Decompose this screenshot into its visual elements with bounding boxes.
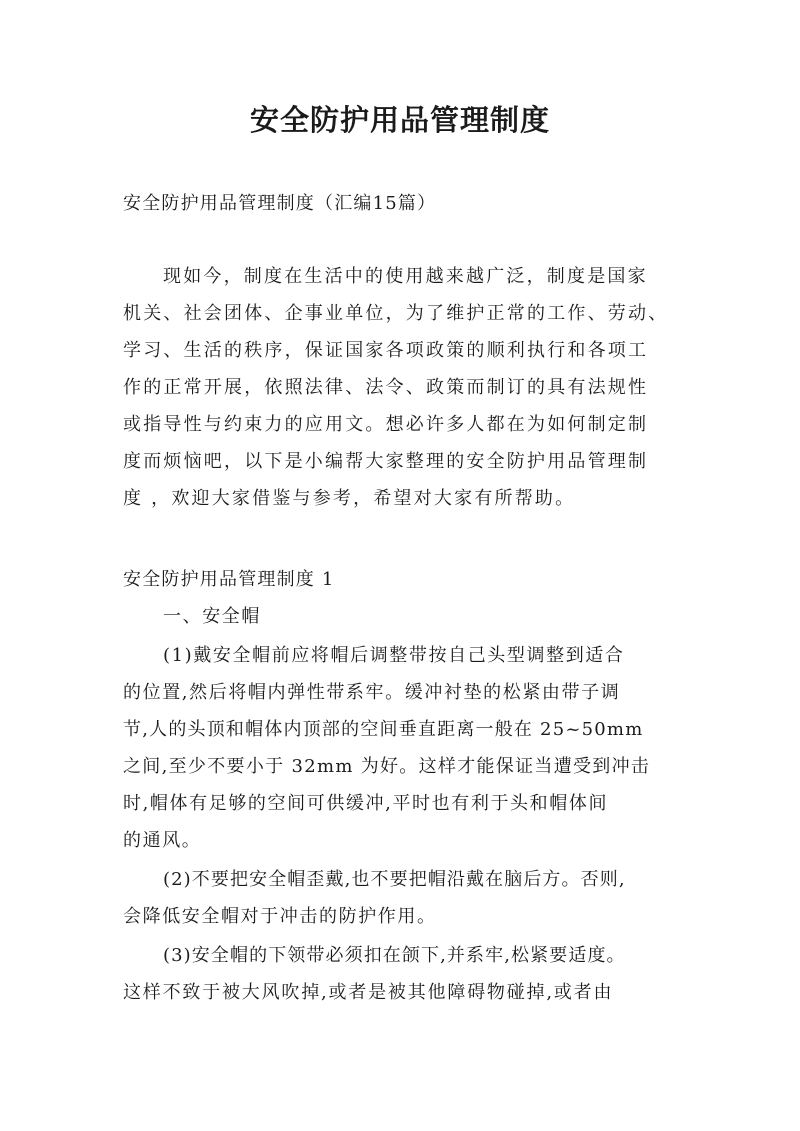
body-line: 之间,至少不要小于 32mm 为好。这样才能保证当遭受到冲击 — [123, 756, 651, 777]
document-subtitle: 安全防护用品管理制度（汇编15篇） — [123, 193, 437, 214]
body-line: (2)不要把安全帽歪戴,也不要把帽沿戴在脑后方。否则, — [163, 869, 626, 890]
intro-line: 度 ，欢迎大家借鉴与参考，希望对大家有所帮助。 — [123, 488, 576, 509]
intro-line: 机关、社会团体、企事业单位，为了维护正常的工作、劳动、 — [123, 303, 669, 324]
body-line: (1)戴安全帽前应将帽后调整带按自己头型调整到适合 — [163, 645, 625, 666]
body-line: 的通风。 — [123, 830, 202, 851]
body-line: 这样不致于被大风吹掉,或者是被其他障碍物碰掉,或者由 — [123, 982, 614, 1003]
intro-line: 作的正常开展，依照法律、法令、政策而制订的具有法规性 — [123, 377, 649, 398]
body-line: 节,人的头顶和帽体内顶部的空间垂直距离一般在 25~50mm — [123, 719, 644, 740]
intro-line: 度而烦恼吧，以下是小编帮大家整理的安全防护用品管理制 — [123, 451, 649, 472]
section-heading: 一、安全帽 — [163, 606, 261, 627]
body-line: 时,帽体有足够的空间可供缓冲,平时也有利于头和帽体间 — [123, 793, 609, 814]
section-title: 安全防护用品管理制度 1 — [123, 569, 335, 590]
intro-line: 或指导性与约束力的应用文。想必许多人都在为如何制定制 — [123, 414, 649, 435]
body-line: (3)安全帽的下领带必须扣在颌下,并系牢,松紧要适度。 — [163, 945, 626, 966]
document-title: 安全防护用品管理制度 — [249, 103, 550, 137]
intro-line: 现如今，制度在生活中的使用越来越广泛，制度是国家 — [163, 266, 648, 287]
body-line: 的位置,然后将帽内弹性带系牢。缓冲衬垫的松紧由带子调 — [123, 682, 621, 703]
body-line: 会降低安全帽对于冲击的防护作用。 — [123, 906, 437, 927]
intro-line: 学习、生活的秩序，保证国家各项政策的顺利执行和各项工 — [123, 340, 649, 361]
